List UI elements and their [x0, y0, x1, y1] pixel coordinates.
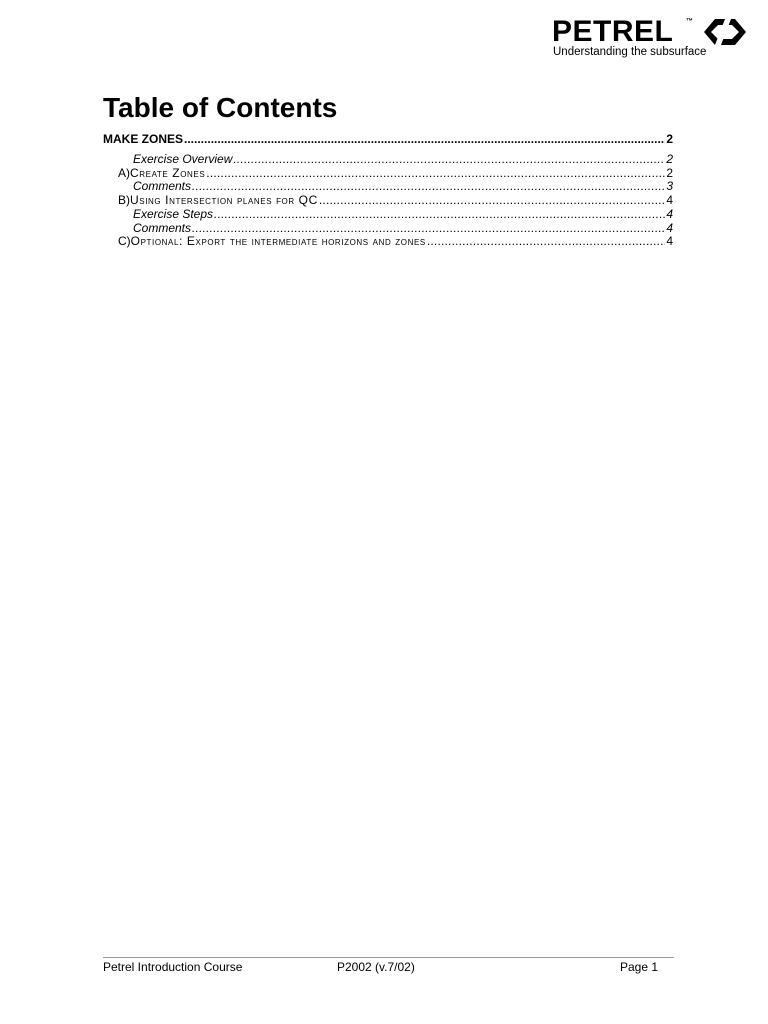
toc-section-letter: B)	[118, 193, 130, 208]
toc-page-number: 4	[666, 206, 673, 221]
toc-page-number: 4	[666, 220, 673, 235]
toc-entry-label: Exercise Overview	[133, 152, 233, 166]
toc-entry-exercise-overview[interactable]	[103, 153, 673, 167]
toc-entry-comments-1[interactable]	[103, 180, 673, 194]
toc-entry-label: Optional: Export the intermediate horizons and zones	[130, 234, 426, 249]
logo-wordmark: PETREL	[552, 15, 674, 48]
toc-page-number: 4	[666, 193, 673, 208]
petrel-diamond-icon	[702, 16, 748, 48]
footer-divider	[103, 957, 674, 958]
toc-entry-make-zones[interactable]	[103, 131, 673, 147]
dot-leader	[233, 153, 665, 167]
page-title: Table of Contents	[103, 92, 338, 123]
toc-entry-intersection-planes[interactable]	[103, 194, 673, 208]
toc-entry-label: Comments	[133, 179, 192, 194]
toc-page-number: 2	[666, 132, 673, 146]
dot-leader	[192, 180, 665, 194]
petrel-logo	[552, 16, 752, 64]
toc-page-number: 2	[666, 152, 673, 166]
toc-entry-label: Exercise Steps	[133, 206, 214, 221]
logo-tagline: Understanding the subsurface	[553, 46, 707, 58]
toc-page-number: 2	[666, 165, 673, 180]
dot-leader	[192, 222, 665, 236]
logo-trademark: ™	[686, 18, 693, 25]
dot-leader	[214, 208, 665, 222]
toc-entry-create-zones[interactable]	[103, 167, 673, 181]
dot-leader	[206, 167, 665, 181]
toc-entry-label: Using Intersection planes for QC	[130, 193, 318, 208]
table-of-contents	[103, 131, 673, 249]
toc-page-number: 4	[666, 234, 673, 249]
toc-page-number: 3	[666, 179, 673, 194]
footer-course-title: Petrel Introduction Course	[103, 960, 243, 974]
footer-version: P2002 (v.7/02)	[337, 960, 415, 974]
footer-page-number: Page 1	[620, 960, 659, 974]
toc-entry-exercise-steps[interactable]	[103, 208, 673, 222]
toc-section-letter: C)	[118, 234, 131, 249]
dot-leader	[319, 194, 665, 208]
toc-entry-label: MAKE ZONES	[103, 132, 184, 146]
dot-leader	[184, 131, 665, 147]
toc-entry-comments-2[interactable]	[103, 222, 673, 236]
dot-leader	[427, 235, 665, 249]
toc-entry-label: Create Zones	[130, 165, 206, 180]
toc-section-letter: A)	[118, 165, 130, 180]
toc-entry-export-horizons[interactable]	[103, 235, 673, 249]
toc-entry-label: Comments	[133, 220, 192, 235]
